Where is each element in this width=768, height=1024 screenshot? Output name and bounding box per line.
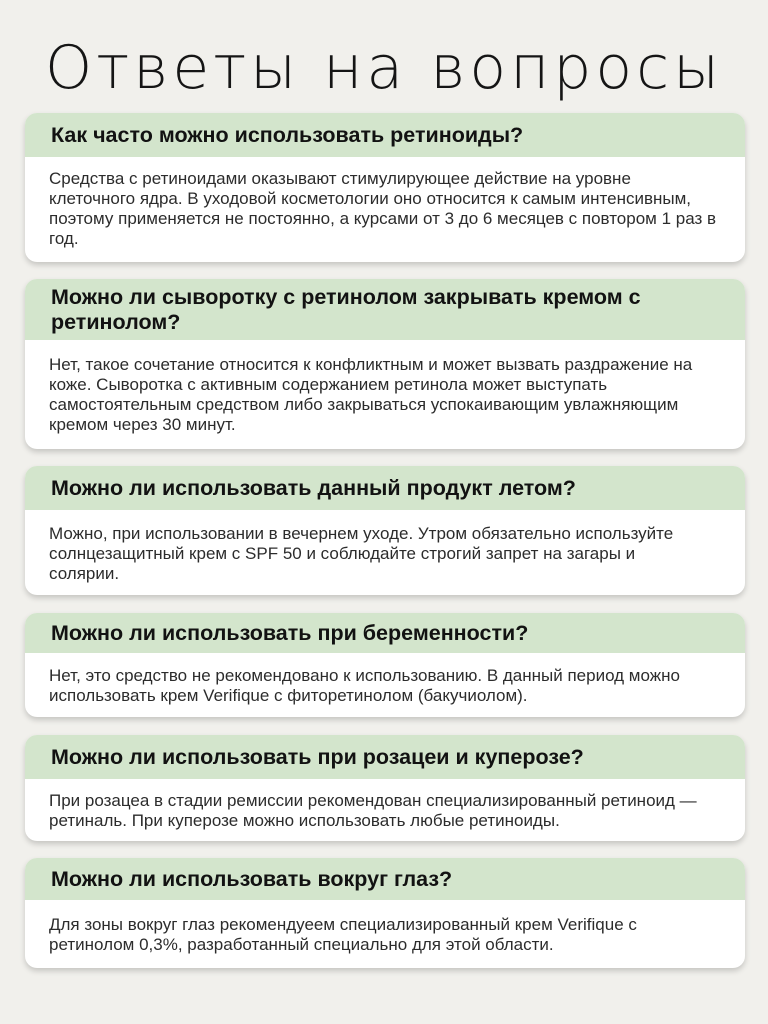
faq-question[interactable]: Можно ли использовать при розацеи и куперозе?: [25, 735, 745, 779]
faq-answer: При розацеа в стадии ремиссии рекомендован специализированный ретиноид — ретиналь. При куперозе можно использовать любые ретиноиды.: [49, 791, 697, 830]
faq-question[interactable]: Можно ли использовать при беременности?: [25, 613, 745, 653]
page-title: Ответы на вопросы: [45, 33, 723, 103]
faq-question[interactable]: Можно ли сыворотку с ретинолом закрывать кремом с ретинолом?: [25, 279, 745, 340]
faq-card: [25, 858, 745, 968]
faq-answer: Для зоны вокруг глаз рекомендуеем специализированный крем Verifique с ретинолом 0,3%, разработанный специально для этой области.: [49, 915, 637, 954]
faq-card: [25, 279, 745, 449]
faq-card: [25, 466, 745, 595]
faq-answer: Нет, это средство не рекомендовано к использованию. В данный период можно использовать крем Verifique с фиторетинолом (бакучиолом).: [49, 666, 680, 705]
faq-answer: Можно, при использовании в вечернем уходе. Утром обязательно используйте солнцезащитный крем с SPF 50 и соблюдайте строгий запрет на загары и солярии.: [49, 524, 674, 583]
faq-answer: Нет, такое сочетание относится к конфликтным и может вызвать раздражениe на коже. Сыворотка с активным содержанием ретинола может выступать самостоятельным средством либо закрываться успокаивающим увлажняющим кремом через 30 минут.: [49, 355, 693, 434]
faq-card: [25, 735, 745, 841]
faq-answer: Средства с ретиноидами оказывают стимулирующее действие на уровне клеточного ядра. В уходовой косметологии оно относится к самым интенсивным, поэтому применяется не постоянно, а курсами от 3 до 6 месяцев с повтором 1 раз в год.: [49, 169, 717, 248]
faq-card: [25, 113, 745, 262]
faq-question[interactable]: Как часто можно использовать ретиноиды?: [25, 113, 745, 157]
faq-question[interactable]: Можно ли использовать данный продукт летом?: [25, 466, 745, 510]
faq-question[interactable]: Можно ли использовать вокруг глаз?: [25, 858, 745, 900]
faq-card: [25, 613, 745, 717]
